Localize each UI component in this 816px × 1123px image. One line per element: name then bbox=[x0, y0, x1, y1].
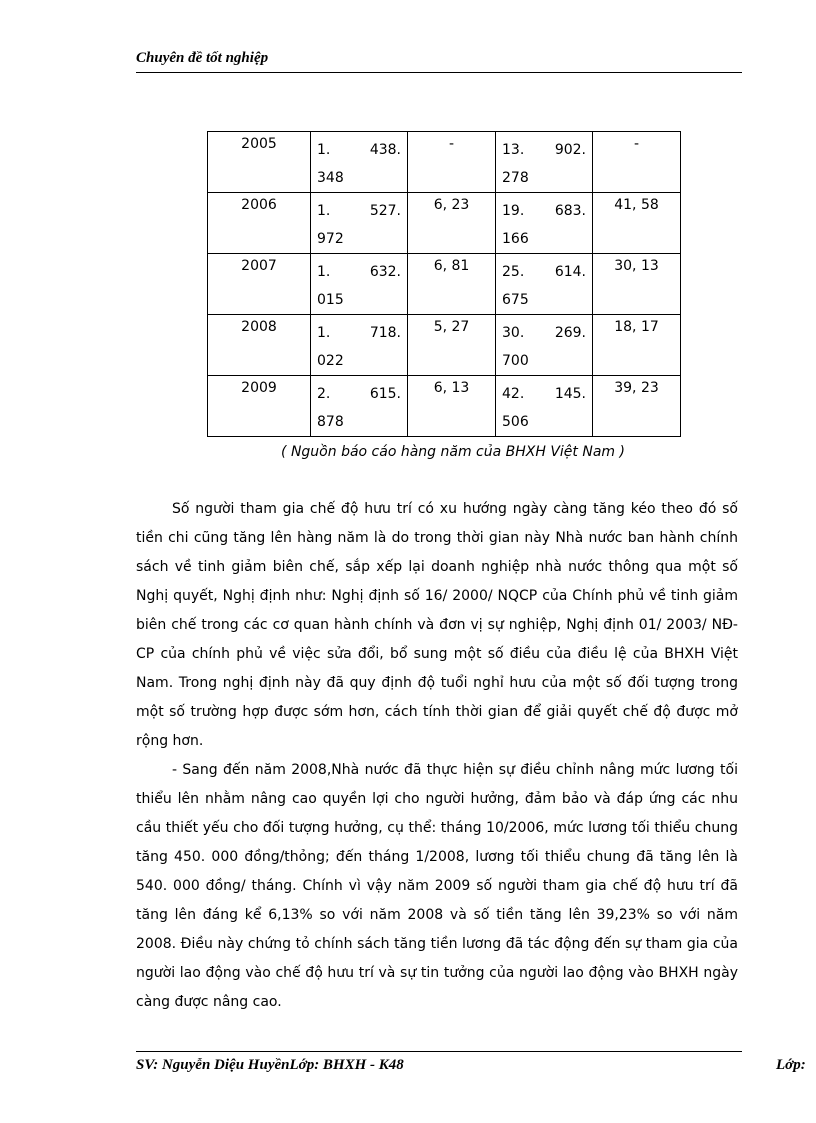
cell-amount bbox=[496, 376, 593, 437]
cell-part: 878 bbox=[317, 414, 344, 430]
cell-part: 1. bbox=[317, 142, 331, 158]
cell-part: 683. bbox=[554, 203, 586, 219]
cell-part: 1. bbox=[317, 203, 331, 219]
cell-part: 348 bbox=[317, 170, 344, 186]
cell-part: 2. bbox=[317, 386, 331, 402]
paragraph-2: - Sang đến năm 2008,Nhà nước đã thực hiện sự điều chỉnh nâng mức lương tối thiểu lên nhằm nâng cao quyền lợi cho người hưởng, đảm bảo và đáp ứng các nhu cầu thiết yếu cho đối tượng hưởng, cụ thể: tháng 10/2006, mức lương tối thiểu chung tăng 450. 000 đồng/thỏng; đến tháng 1/2008, lương tối thiểu chung đã tăng lên là 540. 000 đồng/ tháng. Chính vì vậy năm 2009 số người tham gia chế độ hưu trí đã tăng lên đáng kể 6,13% so với năm 2008 và số tiền tăng lên 39,23% so với năm 2008. Điều này chứng tỏ chính sách tăng tiền lương đã tác động đến sự tham gia của người lao động vào chế độ hưu trí và sự tin tưởng của người lao động vào BHXH ngày càng được nâng cao. bbox=[136, 762, 738, 1010]
cell-part: 145. bbox=[554, 386, 586, 402]
footer-class: Lớp: bbox=[776, 1057, 806, 1073]
cell-part: 614. bbox=[554, 264, 586, 280]
cell-participant-growth: - bbox=[408, 132, 496, 193]
table-row bbox=[208, 376, 681, 437]
cell-part: 902. bbox=[554, 142, 586, 158]
cell-participant-growth: 6, 81 bbox=[408, 254, 496, 315]
cell-part: 30. bbox=[502, 325, 525, 341]
cell-part: 1. bbox=[317, 325, 331, 341]
cell-part: 527. bbox=[369, 203, 401, 219]
cell-part: 1. bbox=[317, 264, 331, 280]
cell-part: 506 bbox=[502, 414, 529, 430]
cell-part: 700 bbox=[502, 353, 529, 369]
cell-part: 269. bbox=[554, 325, 586, 341]
paragraph-1: Số người tham gia chế độ hưu trí có xu hướng ngày càng tăng kéo theo đó số tiền chi cũng tăng lên hàng năm là do trong thời gian này Nhà nước ban hành chính sách về tinh giảm biên chế, sắp xếp lại doanh nghiệp nhà nước thông qua một số Nghị quyết, Nghị định như: Nghị định số 16/ 2000/ NQCP của Chính phủ về tinh giảm biên chế trong các cơ quan hành chính và đơn vị sự nghiệp, Nghị định 01/ 2003/ NĐ-CP của chính phủ về việc sửa đổi, bổ sung một số điều của điều lệ của BHXH Việt Nam. Trong nghị định này đã quy định độ tuổi nghỉ hưu của một số đối tượng trong một số trường hợp được sớm hơn, cách tính thời gian để giải quyết chế độ được mở rộng hơn. bbox=[136, 501, 738, 749]
cell-year: 2006 bbox=[208, 193, 311, 254]
cell-year: 2008 bbox=[208, 315, 311, 376]
footer-student: SV: Nguyễn Diệu HuyềnLớp: BHXH - K48 bbox=[136, 1057, 404, 1073]
footer-rule bbox=[136, 1051, 742, 1052]
header-rule bbox=[136, 72, 742, 73]
data-table bbox=[207, 131, 681, 437]
cell-year: 2009 bbox=[208, 376, 311, 437]
cell-part: 972 bbox=[317, 231, 344, 247]
source-caption: ( Nguồn báo cáo hàng năm của BHXH Việt Nam ) bbox=[281, 444, 625, 460]
cell-participants bbox=[311, 254, 408, 315]
cell-part: 615. bbox=[369, 386, 401, 402]
body-text bbox=[136, 495, 738, 1017]
cell-participant-growth: 6, 23 bbox=[408, 193, 496, 254]
cell-participant-growth: 5, 27 bbox=[408, 315, 496, 376]
cell-part: 718. bbox=[369, 325, 401, 341]
cell-amount-growth: 30, 13 bbox=[593, 254, 681, 315]
cell-part: 632. bbox=[369, 264, 401, 280]
cell-part: 166 bbox=[502, 231, 529, 247]
cell-participants bbox=[311, 193, 408, 254]
cell-part: 42. bbox=[502, 386, 525, 402]
cell-part: 19. bbox=[502, 203, 525, 219]
table-row bbox=[208, 254, 681, 315]
cell-participants bbox=[311, 376, 408, 437]
cell-amount bbox=[496, 315, 593, 376]
cell-part: 015 bbox=[317, 292, 344, 308]
cell-part: 438. bbox=[369, 142, 401, 158]
cell-amount-growth: 39, 23 bbox=[593, 376, 681, 437]
header-title: Chuyên đề tốt nghiệp bbox=[136, 50, 269, 66]
cell-amount-growth: 18, 17 bbox=[593, 315, 681, 376]
cell-amount bbox=[496, 193, 593, 254]
cell-amount-growth: 41, 58 bbox=[593, 193, 681, 254]
cell-part: 25. bbox=[502, 264, 525, 280]
table-row bbox=[208, 132, 681, 193]
table-row bbox=[208, 315, 681, 376]
cell-part: 278 bbox=[502, 170, 529, 186]
cell-participants bbox=[311, 132, 408, 193]
cell-amount-growth: - bbox=[593, 132, 681, 193]
cell-part: 022 bbox=[317, 353, 344, 369]
cell-year: 2005 bbox=[208, 132, 311, 193]
cell-part: 13. bbox=[502, 142, 525, 158]
table-row bbox=[208, 193, 681, 254]
cell-part: 675 bbox=[502, 292, 529, 308]
cell-participants bbox=[311, 315, 408, 376]
cell-amount bbox=[496, 132, 593, 193]
cell-year: 2007 bbox=[208, 254, 311, 315]
cell-participant-growth: 6, 13 bbox=[408, 376, 496, 437]
cell-amount bbox=[496, 254, 593, 315]
